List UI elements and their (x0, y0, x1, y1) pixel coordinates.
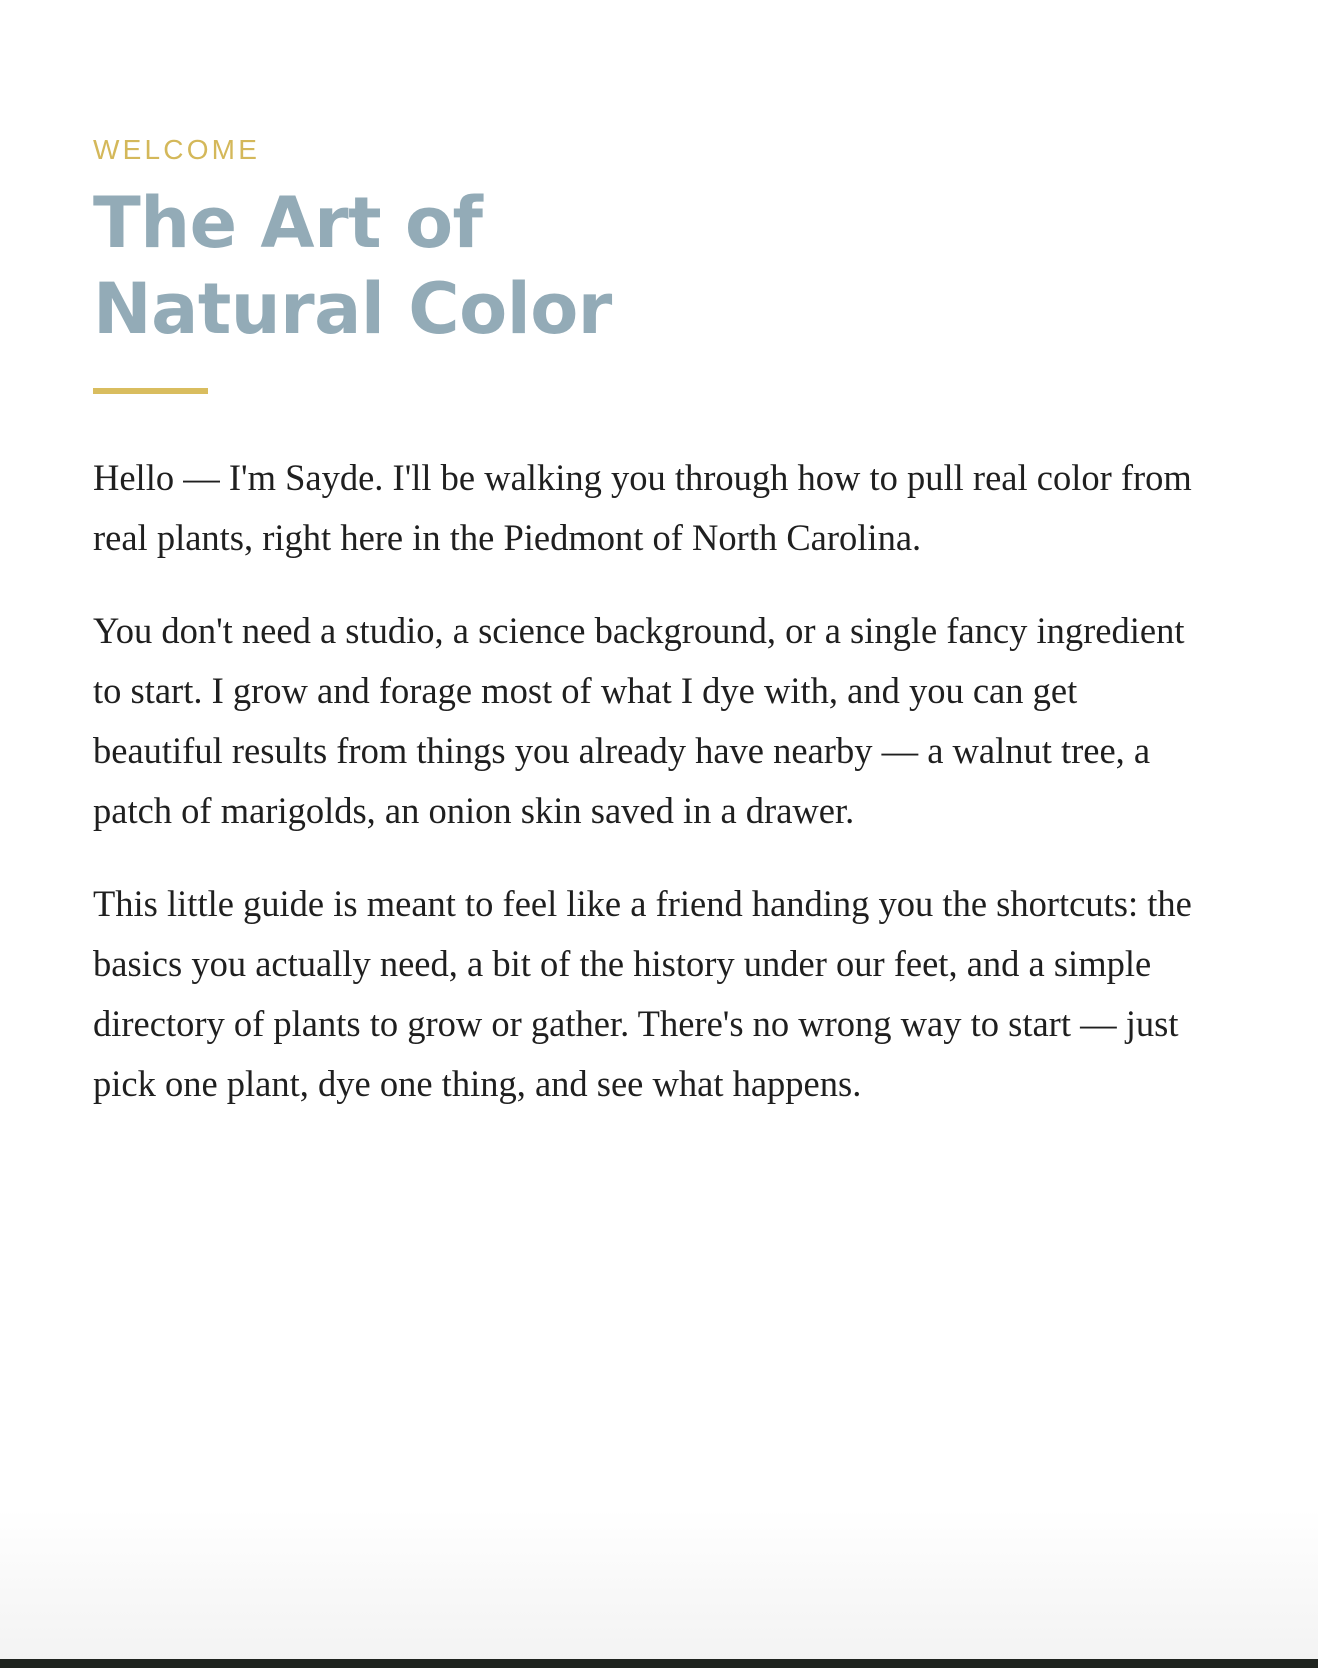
welcome-section (93, 128, 1213, 1147)
page-title-line-1: The Art of (93, 182, 483, 264)
accent-divider (93, 388, 208, 394)
intro-paragraph: This little guide is meant to feel like a friend handing you the shortcuts: the basics you actually need, a bit of the history under our feet, and a simple directory of plants to grow or gather. There's no wrong way to start — just pick one plant, dye one thing, and see what happens. (93, 883, 1192, 1104)
page-title-line-2: Natural Color (93, 268, 612, 350)
bottom-fade (0, 1509, 1318, 1659)
intro-body (93, 448, 1213, 1114)
section-eyebrow: WELCOME (93, 134, 261, 165)
page-title (93, 180, 793, 352)
intro-paragraph: You don't need a studio, a science background, or a single fancy ingredient to start. I grow and forage most of what I dye with, and you can get beautiful results from things you already have nearby — a walnut tree, a patch of marigolds, an onion skin saved in a drawer. (93, 610, 1185, 831)
next-section-edge (0, 1659, 1318, 1668)
intro-paragraph: Hello — I'm Sayde. I'll be walking you through how to pull real color from real plants, right here in the Piedmont of North Carolina. (93, 457, 1192, 558)
